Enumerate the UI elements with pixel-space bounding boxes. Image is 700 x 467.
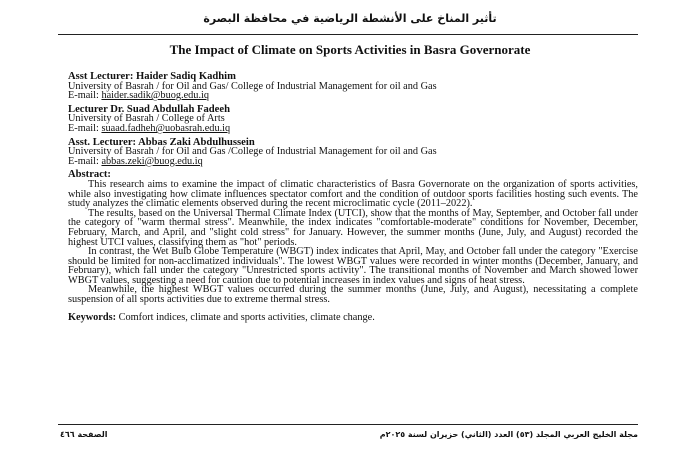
author-email-line [68, 91, 638, 101]
author-email-link[interactable]: suaad.fadheh@uobasrah.edu.iq [101, 122, 231, 134]
email-label: E-mail: [68, 90, 102, 102]
author-affiliation: University of Basrah / for Oil and Gas/ College of Industrial Management for oil and Gas [68, 80, 437, 92]
keywords-label: Keywords: [68, 311, 117, 323]
page-number: الصفحة ٤٦٦ [60, 430, 108, 439]
author-name: Lecturer Dr. Suad Abdullah Fadeeh [68, 103, 230, 115]
author-block [68, 72, 638, 101]
email-label: E-mail: [68, 122, 102, 134]
author-email-link[interactable]: abbas.zeki@buog.edu.iq [101, 155, 203, 167]
abstract-heading: Abstract: [68, 169, 111, 181]
paper-body [68, 72, 638, 322]
keywords-line [68, 313, 638, 323]
author-affiliation: University of Basrah / for Oil and Gas /College of Industrial Management for oil and Gas [68, 146, 437, 158]
author-affiliation: University of Basrah / College of Arts [68, 113, 225, 125]
running-footer [60, 430, 638, 439]
author-email-link[interactable]: haider.sadik@buog.edu.iq [101, 90, 210, 102]
abstract-paragraph: This research aims to examine the impact of climatic characteristics of Basra Governorate on the organization of sports activities, while also investigating how climate influences spectator comfort and the condition of outdoor sports facilities hosting such events. The study analyzes the climatic elements observed during the recent microclimatic cycle (2011–2022). [68, 178, 638, 210]
journal-citation: مجلة الخليج العربي المجلد (٥٣) العدد (الثاني) حزيران لسنة ٢٠٢٥م [379, 430, 638, 439]
email-label: E-mail: [68, 155, 102, 167]
author-block [68, 105, 638, 134]
abstract-paragraph: The results, based on the Universal Thermal Climate Index (UTCI), show that the months of May, September, and October fall under the category of "warm thermal stress". Meanwhile, the index indicates "comfortable-moderate" conditions for November, December, February, March, and April, and "slight cold stress" for January. However, the summer months (June, July, and August) recorded the highest UTCI values, classifying them as "hot" periods. [68, 207, 638, 248]
abstract-paragraph: In contrast, the Wet Bulb Globe Temperature (WBGT) index indicates that April, May, and October fall under the category "Exercise should be limited for non-acclimatized individuals". The lowest WBGT values were recorded in winter months (December, January, and February), which fall under the category "Unrestricted sports activity". The transitional months of November and March showed lower WBGT values, suggesting a need for caution due to potential increases in index values and signs of heat stress. [68, 246, 638, 286]
author-name: Asst Lecturer: Haider Sadiq Kadhim [68, 71, 236, 82]
abstract-paragraph: Meanwhile, the highest WBGT values occurred during the summer months (June, July, and August), necessitating a complete suspension of all sports activities due to extreme thermal stress. [68, 284, 638, 306]
author-email-line [68, 157, 638, 167]
author-email-line [68, 124, 638, 134]
header-rule [58, 34, 638, 35]
footer-rule [58, 424, 638, 425]
keywords-text: Comfort indices, climate and sports activities, climate change. [116, 311, 375, 323]
running-header: تأثير المناخ على الأنشطة الرياضية في محافظة البصرة [203, 12, 497, 25]
paper-title: The Impact of Climate on Sports Activities in Basra Governorate [169, 42, 531, 57]
author-name: Asst. Lecturer: Abbas Zaki Abdulhussein [68, 136, 255, 148]
author-block [68, 138, 638, 167]
